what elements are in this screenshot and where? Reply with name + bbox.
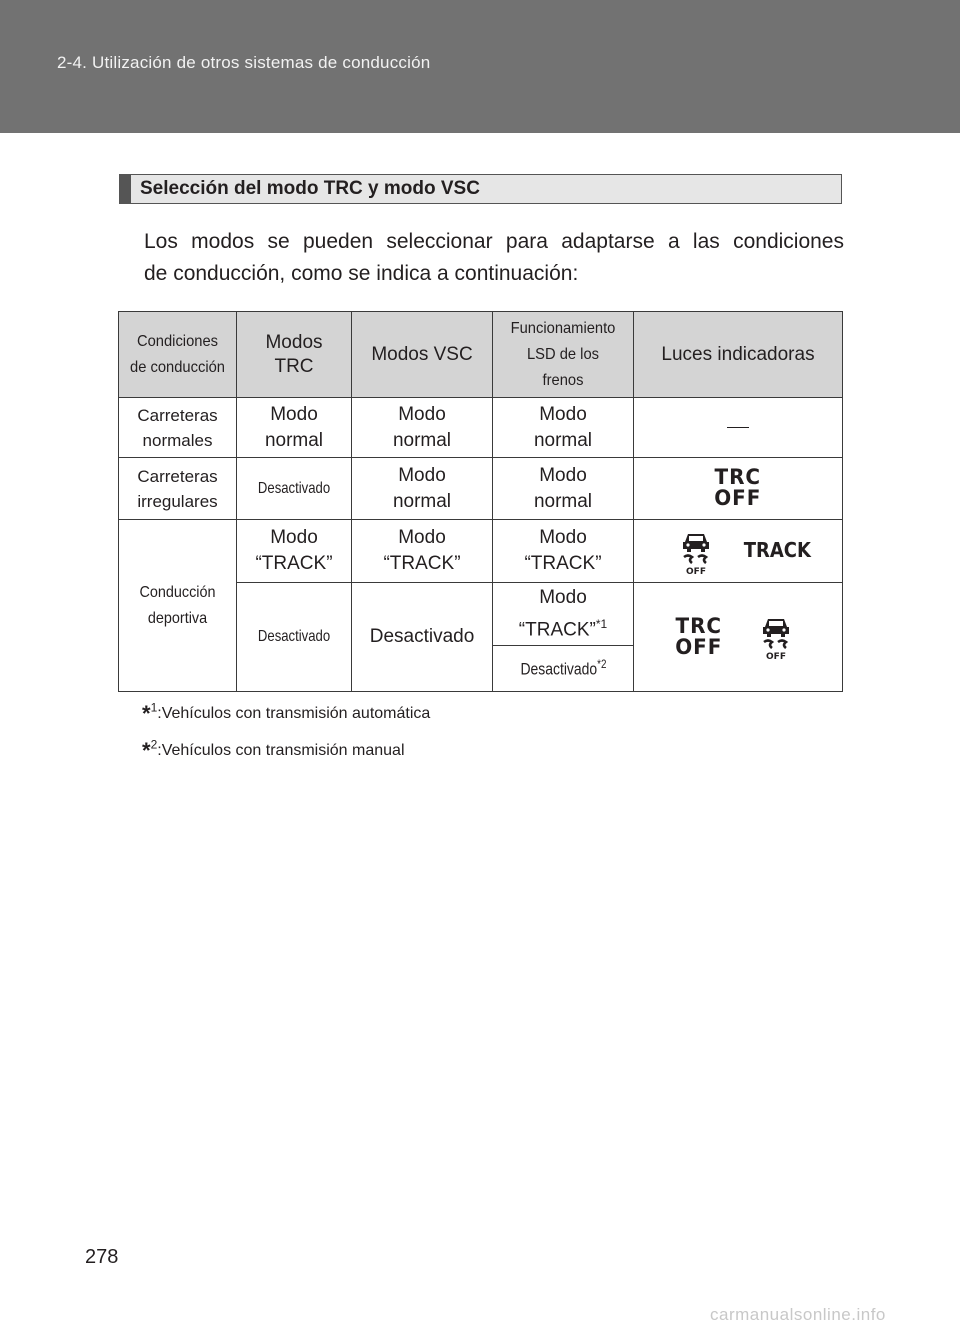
dash-icon: [727, 427, 749, 428]
table-row: [119, 398, 843, 458]
page-number: 278: [85, 1246, 119, 1268]
intro-line-2: de conducción, como se indica a continuación:: [144, 262, 579, 285]
cell-vsc: Modo normal: [352, 458, 493, 520]
cell-lsd: Modo normal: [493, 398, 634, 458]
intro-paragraph: [144, 226, 844, 290]
cell-vsc: Modo normal: [352, 398, 493, 458]
cell-trc: Modo normal: [237, 398, 352, 458]
cell-trc: Desactivado: [237, 458, 352, 520]
svg-text:OFF: OFF: [686, 567, 706, 576]
table-header-row: [119, 312, 843, 398]
header-vsc: Modos VSC: [352, 312, 493, 398]
table-row: [119, 458, 843, 520]
intro-line-1: Los modos se pueden seleccionar para adaptarse a las condiciones: [144, 230, 844, 253]
trc-off-indicator-icon: TRC OFF: [675, 614, 723, 659]
cell-lsd-manual: Desactivado$^{*2}$: [493, 645, 634, 691]
watermark: carmanualsonline.info: [710, 1305, 886, 1324]
section-heading: [119, 174, 842, 204]
section-title: Selección del modo TRC y modo VSC: [140, 178, 480, 199]
cell-vsc: Modo “TRACK”: [352, 520, 493, 583]
cell-lsd: Modo “TRACK”: [493, 520, 634, 583]
footnote-2: *$^2$:Vehículos con transmisión manual: [142, 737, 405, 763]
chapter-title: 2-4. Utilización de otros sistemas de conducción: [57, 53, 431, 72]
svg-text:OFF: OFF: [766, 652, 786, 661]
page-header: [0, 0, 960, 133]
cell-trc: Modo “TRACK”: [237, 520, 352, 583]
vsc-off-icon: [678, 530, 714, 576]
cell-lights: [634, 583, 843, 692]
header-trc: Modos TRC: [237, 312, 352, 398]
cell-lights: [634, 398, 843, 458]
header-lsd: Funcionamiento LSD de los frenos: [493, 312, 634, 398]
cell-condition: Carreteras normales: [119, 398, 237, 458]
header-conditions: Condiciones de conducción: [119, 312, 237, 398]
trc-off-indicator-icon: TRC OFF: [714, 465, 762, 510]
cell-lsd: Modo normal: [493, 458, 634, 520]
cell-trc: Desactivado: [237, 583, 352, 692]
cell-lsd-auto: Modo “TRACK”$^{*1}$: [493, 583, 634, 646]
cell-lights: [634, 520, 843, 583]
header-lights: Luces indicadoras: [634, 312, 843, 398]
vsc-off-icon: [758, 615, 794, 661]
cell-lights: [634, 458, 843, 520]
cell-vsc: Desactivado: [352, 583, 493, 692]
heading-marker: [120, 175, 131, 203]
cell-condition: Conducción deportiva: [119, 520, 237, 692]
table-row: [119, 520, 843, 583]
cell-condition: Carreteras irregulares: [119, 458, 237, 520]
track-indicator-icon: TRACK: [743, 538, 811, 562]
modes-table: [118, 311, 843, 692]
footnote-1: *$^1$:Vehículos con transmisión automática: [142, 700, 431, 726]
